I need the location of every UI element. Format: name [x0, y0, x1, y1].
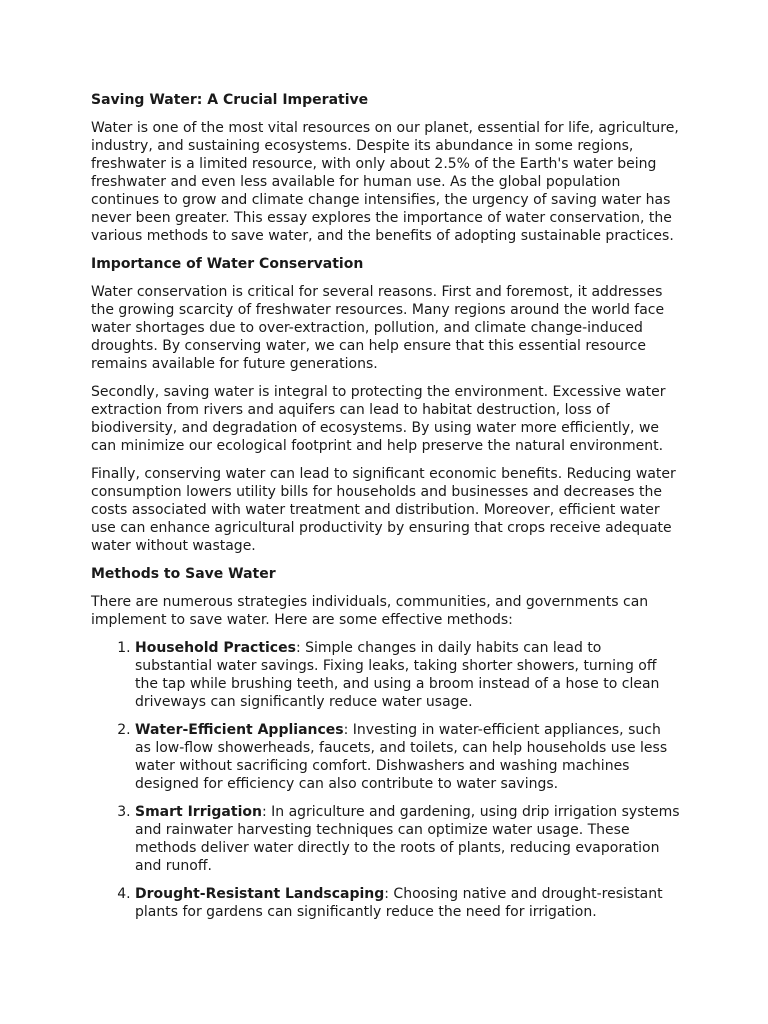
- list-item-text: : In agriculture and gardening, using drip irrigation systems and rainwater harvesting techniques can optimize water usage. These methods deliver water directly to the roots of plants, reducing evaporation and runoff.: [135, 804, 680, 874]
- importance-paragraph-3: Finally, conserving water can lead to significant economic benefits. Reducing water consumption lowers utility bills for households and businesses and decreases the costs associated with water treatment and distribution. Moreover, efficient water use can enhance agricultural productivity by ensuring that crops receive adequate water without wastage.: [91, 466, 676, 554]
- section-heading-methods: Methods to Save Water: [91, 566, 276, 582]
- intro-paragraph: Water is one of the most vital resources on our planet, essential for life, agriculture, industry, and sustaining ecosystems. Despite its abundance in some regions, freshwater is a limited resource, with only about 2.5% of the Earth's water being freshwater and even less available for human use. As the global population continues to grow and climate change intensifies, the urgency of saving water has never been greater. This essay explores the importance of water conservation, the various methods to save water, and the benefits of adopting sustainable practices.: [91, 120, 679, 244]
- list-item: [135, 885, 681, 921]
- importance-paragraph-2: Secondly, saving water is integral to protecting the environment. Excessive water extraction from rivers and aquifers can lead to habitat destruction, loss of biodiversity, and degradation of ecosystems. By using water more efficiently, we can minimize our ecological footprint and help preserve the natural environment.: [91, 384, 666, 454]
- document-page: [91, 91, 681, 931]
- list-item: [135, 803, 681, 875]
- list-item-term: Drought-Resistant Landscaping: [135, 886, 385, 902]
- list-item: [135, 639, 681, 711]
- list-item-text: : Investing in water-efficient appliances, such as low-flow showerheads, faucets, and toilets, can help households use less water without sacrificing comfort. Dishwashers and washing machines designed for efficiency can also contribute to water savings.: [135, 722, 668, 792]
- list-item-term: Smart Irrigation: [135, 804, 262, 820]
- importance-paragraph-1: Water conservation is critical for several reasons. First and foremost, it addresses the growing scarcity of freshwater resources. Many regions around the world face water shortages due to over-extraction, pollution, and climate change-induced droughts. By conserving water, we can help ensure that this essential resource remains available for future generations.: [91, 284, 665, 372]
- list-item-term: Household Practices: [135, 640, 296, 656]
- section-heading-importance: Importance of Water Conservation: [91, 256, 364, 272]
- methods-list: [91, 639, 681, 921]
- document-title: Saving Water: A Crucial Imperative: [91, 92, 369, 108]
- list-item-text: : Choosing native and drought-resistant plants for gardens can significantly reduce the need for irrigation.: [135, 886, 663, 920]
- list-item-term: Water-Efficient Appliances: [135, 722, 344, 738]
- list-item: [135, 721, 681, 793]
- list-item-text: : Simple changes in daily habits can lead to substantial water savings. Fixing leaks, taking shorter showers, turning off the tap while brushing teeth, and using a broom instead of a hose to clean driveways can significantly reduce water usage.: [135, 640, 660, 710]
- methods-intro-paragraph: There are numerous strategies individuals, communities, and governments can implement to save water. Here are some effective methods:: [91, 594, 649, 628]
